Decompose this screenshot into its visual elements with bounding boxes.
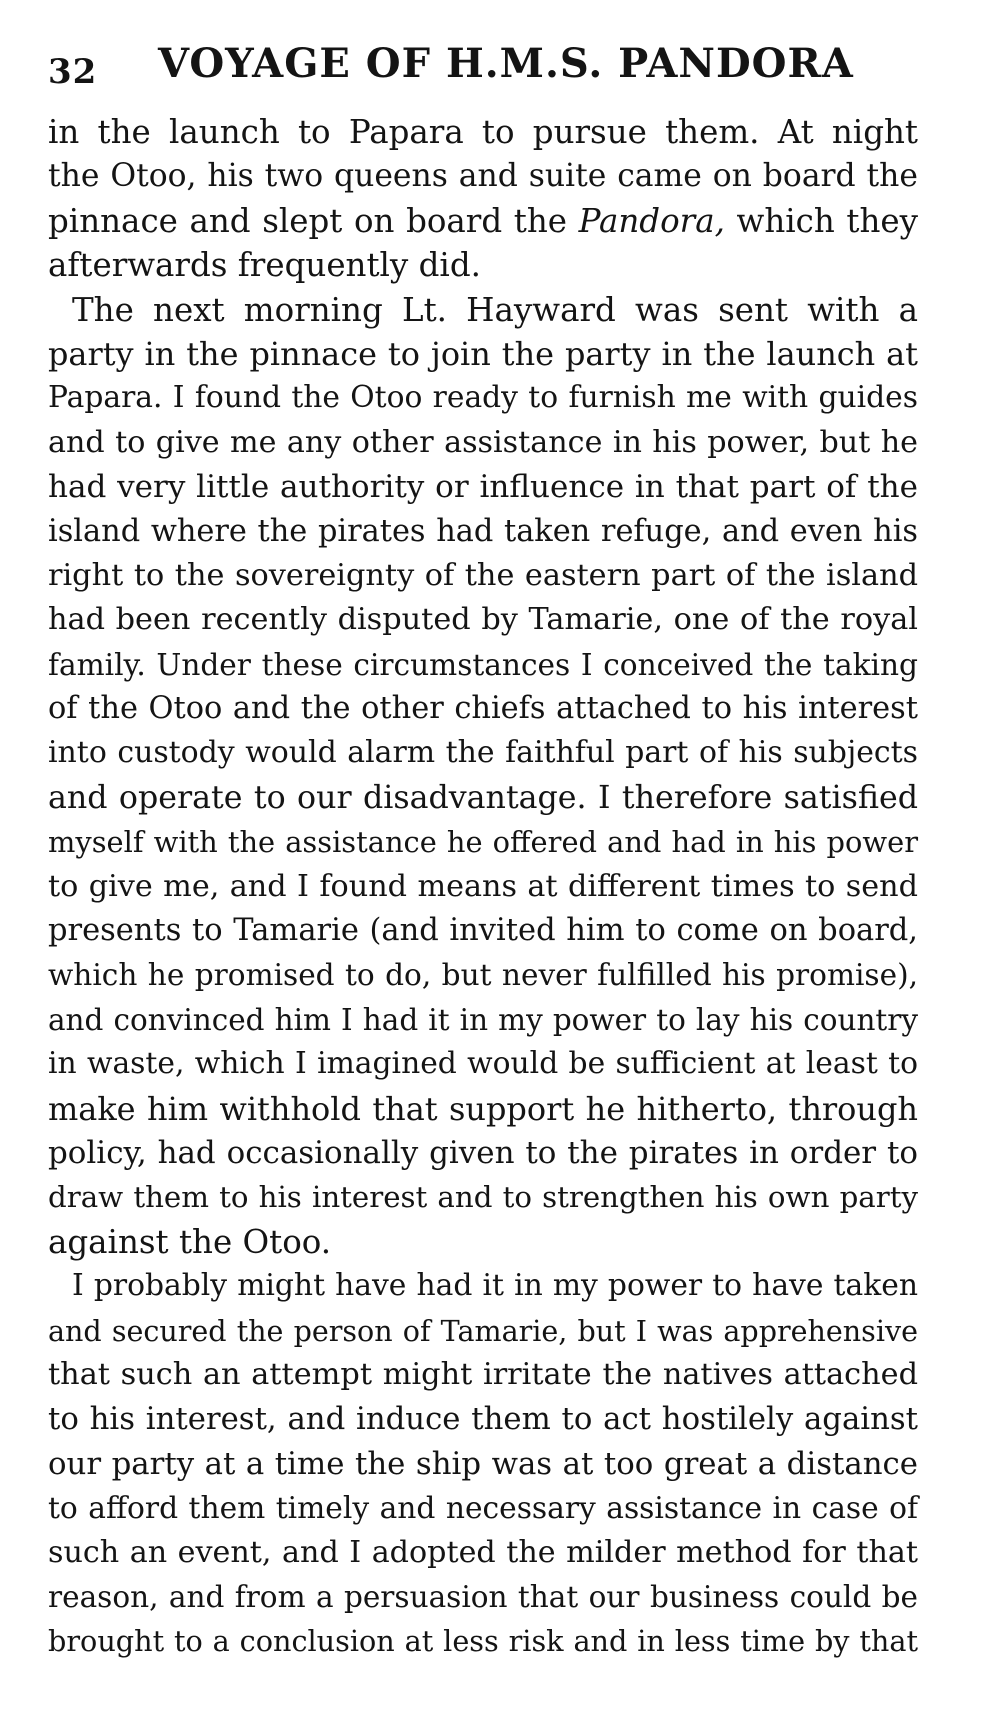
text-line: to his interest, and induce them to act hostilely against bbox=[48, 1401, 918, 1438]
text-line: The next morning Lt. Hayward was sent with a bbox=[72, 290, 918, 329]
text-line: against the Otoo. bbox=[48, 1222, 332, 1261]
text-line: policy, had occasionally given to the pirates in order to bbox=[48, 1134, 918, 1171]
ship-name-italic: Pandora, bbox=[578, 201, 725, 240]
text-line: to afford them timely and necessary assistance in case of bbox=[48, 1490, 918, 1526]
text-line: our party at a time the ship was at too great a distance bbox=[48, 1445, 918, 1482]
text-fragment: which they bbox=[724, 201, 919, 240]
page-number: 32 bbox=[48, 52, 98, 92]
text-line: into custody would alarm the faithful part of his subjects bbox=[48, 735, 918, 771]
text-line: right to the sovereignty of the eastern part of the island bbox=[48, 557, 918, 593]
text-line: such an event, and I adopted the milder method for that bbox=[48, 1534, 918, 1570]
text-line: had been recently disputed by Tamarie, one of the royal bbox=[48, 602, 918, 638]
text-line: and operate to our disadvantage. I therefore satisfied bbox=[48, 779, 918, 816]
text-line: had very little authority or influence in that part of the bbox=[48, 469, 918, 506]
text-line: which he promised to do, but never fulfilled his promise), bbox=[48, 958, 918, 993]
text-line: that such an attempt might irritate the natives attached bbox=[48, 1356, 918, 1392]
text-line: presents to Tamarie (and invited him to come on board, bbox=[48, 913, 918, 949]
text-line: in the launch to Papara to pursue them. At night bbox=[48, 113, 918, 151]
text-line: myself with the assistance he offered and had in his power bbox=[48, 825, 918, 860]
text-line: make him withhold that support he hitherto, through bbox=[48, 1089, 918, 1128]
text-line: and secured the person of Tamarie, but I was apprehensive bbox=[48, 1313, 918, 1348]
text-line: reason, and from a persuasion that our business could be bbox=[48, 1579, 918, 1614]
text-fragment: pinnace and slept on board the bbox=[48, 201, 579, 240]
text-line: afterwards frequently did. bbox=[48, 246, 481, 285]
page-header bbox=[48, 40, 908, 100]
text-line: and convinced him I had it in my power to lay his country bbox=[48, 1002, 918, 1037]
text-line: and to give me any other assistance in his power, but he bbox=[48, 424, 918, 460]
text-line: brought to a conclusion at less risk and in less time by that bbox=[48, 1624, 918, 1659]
text-line bbox=[48, 199, 918, 243]
running-head: VOYAGE OF H.M.S. PANDORA bbox=[158, 40, 854, 87]
text-line: island where the pirates had taken refuge, and even his bbox=[48, 513, 918, 549]
text-line: Papara. I found the Otoo ready to furnish me with guides bbox=[48, 380, 918, 416]
text-line: party in the pinnace to join the party in the launch at bbox=[48, 334, 918, 373]
text-line: of the Otoo and the other chiefs attached to his interest bbox=[48, 691, 918, 727]
text-line: the Otoo, his two queens and suite came on board the bbox=[48, 158, 918, 195]
text-line: family. Under these circumstances I conceived the taking bbox=[48, 647, 918, 682]
text-line: in waste, which I imagined would be sufficient at least to bbox=[48, 1046, 918, 1082]
body-text bbox=[48, 110, 918, 1664]
text-line: draw them to his interest and to strengthen his own party bbox=[48, 1180, 918, 1215]
text-line: to give me, and I found means at different times to send bbox=[48, 868, 918, 904]
text-line: I probably might have had it in my power to have taken bbox=[72, 1268, 918, 1304]
